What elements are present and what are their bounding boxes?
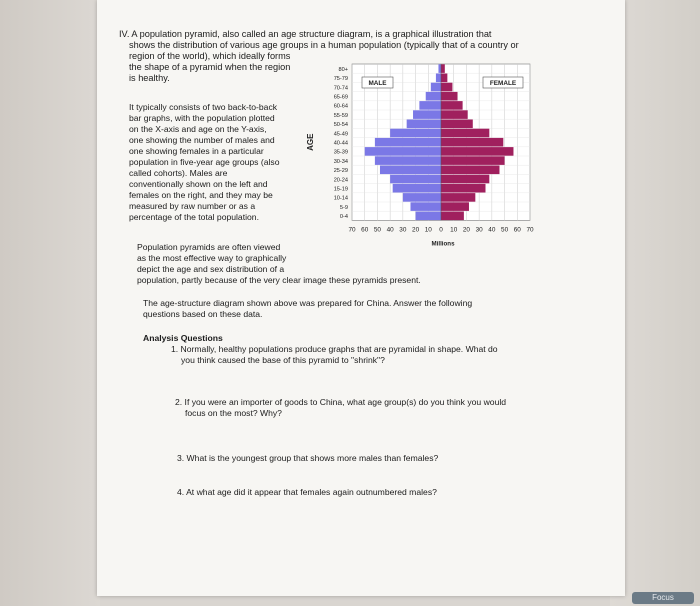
age-tick-label: 80+	[338, 66, 348, 73]
age-tick-label: 60-64	[333, 103, 348, 110]
x-tick-label: 40	[488, 226, 496, 234]
body-line: on the X-axis and age on the Y-axis,	[129, 124, 267, 134]
male-bar	[393, 184, 441, 193]
body-line: bar graphs, with the population plotted	[129, 113, 275, 123]
age-tick-label: 75-79	[333, 76, 348, 83]
female-bar	[441, 92, 458, 101]
paragraph-line: questions based on these data.	[143, 309, 263, 319]
age-tick-label: 35-39	[333, 149, 348, 156]
age-tick-label: 20-24	[333, 177, 348, 184]
body-line: percentage of the total population.	[129, 212, 259, 222]
age-tick-label: 25-29	[333, 168, 348, 175]
question-4: 4. At what age did it appear that females again outnumbered males?	[177, 487, 437, 497]
female-bar	[441, 64, 445, 73]
desk-background-left	[0, 0, 100, 606]
body-line: It typically consists of two back-to-back	[129, 102, 278, 112]
paragraph-line: population, partly because of the very clear image these pyramids present.	[137, 275, 421, 285]
age-tick-label: 70-74	[333, 85, 348, 92]
x-tick-label: 40	[386, 226, 394, 234]
age-tick-label: 0-4	[339, 214, 348, 221]
x-tick-label: 10	[450, 226, 458, 234]
y-axis-title: AGE	[306, 133, 315, 151]
x-tick-label: 20	[412, 226, 420, 234]
female-bar	[441, 147, 513, 156]
female-bar	[441, 175, 489, 184]
male-bar	[438, 64, 441, 73]
intro-line: is healthy.	[129, 73, 170, 83]
focus-badge[interactable]: Focus	[632, 592, 694, 604]
x-tick-label: 0	[439, 226, 443, 234]
question-3: 3. What is the youngest group that shows more males than females?	[177, 453, 439, 463]
age-tick-label: 30-34	[333, 158, 348, 165]
female-bar	[441, 212, 464, 221]
male-bar	[375, 138, 441, 147]
male-bar	[365, 147, 441, 156]
body-line: called cohorts). Males are	[129, 168, 228, 178]
analysis-title: Analysis Questions	[143, 333, 223, 343]
body-line: one showing females in a particular	[129, 146, 264, 156]
male-bar	[390, 129, 441, 138]
x-tick-label: 30	[475, 226, 483, 234]
question-1-continued: you think caused the base of this pyramid to "shrink"?	[181, 355, 385, 365]
legend-male-label: MALE	[368, 80, 387, 87]
body-line: conventionally shown on the left and	[129, 179, 268, 189]
intro-line: the shape of a pyramid when the region	[129, 62, 291, 72]
age-tick-label: 10-14	[333, 195, 348, 202]
female-bar	[441, 202, 469, 211]
heading-line: IV. A population pyramid, also called an age structure diagram, is a graphical illustration that	[119, 29, 492, 39]
x-tick-label: 70	[348, 226, 356, 234]
question-2: 2. If you were an importer of goods to China, what age group(s) do you think you would	[175, 397, 507, 407]
body-line: one showing the number of males and	[129, 135, 275, 145]
population-pyramid-chart	[307, 58, 542, 268]
x-tick-label: 20	[462, 226, 470, 234]
female-bar	[441, 74, 447, 83]
female-bar	[441, 156, 505, 165]
male-bar	[407, 120, 441, 129]
x-tick-label: 60	[513, 226, 521, 234]
paragraph-line: as the most effective way to graphically	[137, 253, 287, 263]
x-tick-label: 10	[424, 226, 432, 234]
female-bar	[441, 193, 475, 202]
age-tick-label: 45-49	[333, 131, 348, 138]
age-tick-label: 50-54	[333, 122, 348, 129]
age-tick-label: 65-69	[333, 94, 348, 101]
question-2-continued: focus on the most? Why?	[185, 408, 282, 418]
paragraph-line: depict the age and sex distribution of a	[137, 264, 285, 274]
intro-line: region of the world), which ideally forms	[129, 51, 291, 61]
age-tick-label: 55-59	[333, 112, 348, 119]
male-bar	[380, 166, 441, 175]
x-tick-label: 30	[399, 226, 407, 234]
x-tick-label: 70	[526, 226, 534, 234]
x-tick-label: 50	[373, 226, 381, 234]
intro-line: shows the distribution of various age groups in a human population (typically that of a country or	[129, 40, 519, 50]
worksheet-page	[97, 0, 625, 596]
female-bar	[441, 83, 452, 92]
female-bar	[441, 129, 489, 138]
male-bar	[419, 101, 441, 110]
paragraph-line: Population pyramids are often viewed	[137, 242, 281, 252]
male-bar	[413, 110, 441, 119]
female-bar	[441, 110, 468, 119]
female-bar	[441, 184, 486, 193]
x-axis-title: Millions	[431, 240, 455, 248]
paragraph-line: The age-structure diagram shown above was prepared for China. Answer the following	[143, 298, 473, 308]
male-bar	[410, 202, 441, 211]
age-tick-label: 40-44	[333, 140, 348, 147]
question-1: 1. Normally, healthy populations produce graphs that are pyramidal in shape. What do	[171, 344, 498, 354]
x-tick-label: 60	[361, 226, 369, 234]
age-tick-label: 15-19	[333, 186, 348, 193]
male-bar	[375, 156, 441, 165]
female-bar	[441, 120, 473, 129]
body-line: population in five-year age groups (also	[129, 157, 280, 167]
legend-female-label: FEMALE	[489, 80, 517, 87]
age-tick-label: 5-9	[339, 204, 348, 211]
body-line: measured by raw number or as a	[129, 201, 256, 211]
male-bar	[426, 92, 441, 101]
male-bar	[390, 175, 441, 184]
male-bar	[431, 83, 441, 92]
male-bar	[436, 74, 441, 83]
female-bar	[441, 166, 499, 175]
male-bar	[403, 193, 441, 202]
female-bar	[441, 101, 463, 110]
female-bar	[441, 138, 503, 147]
body-line: females on the right, and they may be	[129, 190, 273, 200]
x-tick-label: 50	[501, 226, 509, 234]
male-bar	[416, 212, 441, 221]
